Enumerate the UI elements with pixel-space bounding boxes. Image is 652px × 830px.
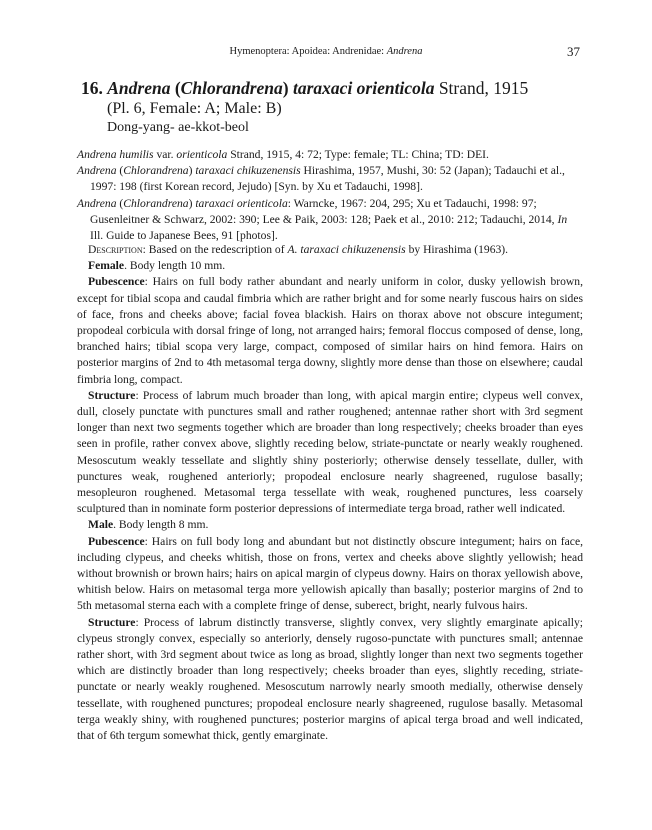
- synonym-epithet: orienticola: [176, 148, 228, 161]
- description-ref-species: A. taraxaci chikuzenensis: [287, 243, 406, 256]
- description-text: : Based on the redescription of: [142, 243, 288, 256]
- female-structure-label: Structure: [88, 388, 136, 402]
- male-pubescence-text: : Hairs on full body long and abundant but not distinctly obscure integument; hairs on face, including clypeus, and cheeks whitish, those on frons, vertex and cheeks above slightly yellowish; head without brownish or brown hairs; hairs on apical margin of clypeus downy. Hairs on thorax yellowish above, whitish below. Hairs on metasomal terga more yellowish apically than basally; posterior margins of 2nd to 5th metasomal sterna each with a complete fringe of dense, suberect, bright, nearly fulvous hairs.: [77, 534, 583, 613]
- synonym-citation: Hirashima, 1957, Mushi, 30: 52 (Japan); Tadauchi et al., 1997: 198 (first Korean record, Jejudo) [Syn. by Xu et Tadauchi, 1998].: [90, 164, 565, 194]
- species-authority: Strand, 1915: [434, 78, 529, 98]
- male-heading: [77, 517, 583, 533]
- description-label: Description: [88, 243, 143, 256]
- running-head: [0, 46, 652, 57]
- synonym-name: Andrena: [77, 164, 117, 178]
- species-number: 16.: [81, 78, 103, 98]
- synonym-citation: : Warncke, 1967: 204, 295; Xu et Tadauchi, 1998: 97; Gusenleitner & Schwarz, 2002: 390; Lee & Paik, 2003: 128; Paek et al., 2010: 212; Tadauchi, 2014,: [90, 196, 558, 226]
- female-structure-text: : Process of labrum much broader than long, with apical margin entire; clypeus well convex, dull, closely punctate with punctures small and rather roughened; antennae rather short with 3rd segment longer than next two segments together which are broader than long respectively; cheeks broader than eyes seen in profile, rather convex above, slightly receding below, striate-punctate or nearly weakly roughened. Mesoscutum weakly tessellate and slightly shiny posteriorly; otherwise densely tessellate, duller, with punctures weak, roughened anteriorly; propodeal enclosure nearly shagreened, rugulose basally; mesopleuron roughened. Metasomal terga tessellate with weak, roughened punctures, less coarsely sculptured than in nominate form posterior depressions of intermediate terga broad, rather well indicated.: [77, 388, 583, 516]
- page-header: [0, 44, 652, 62]
- synonym-entry: [77, 147, 583, 163]
- synonymy-list: [77, 147, 583, 244]
- synonym-citation: Strand, 1915, 4: 72; Type: female; TL: China; TD: DEI.: [227, 148, 489, 161]
- synonym-epithet: taraxaci orienticola: [192, 196, 288, 210]
- female-label: Female: [88, 259, 125, 273]
- synonym-entry: [77, 163, 583, 195]
- female-pubescence-label: Pubescence: [88, 275, 145, 289]
- male-pubescence: [77, 534, 583, 615]
- species-subgenus: (Chlorandrena): [174, 78, 289, 98]
- synonym-rank: var.: [153, 148, 177, 161]
- species-title: [81, 78, 591, 99]
- male-structure-text: : Process of labrum distinctly transverse, slightly convex, very slightly emarginate apically; clypeus strongly convex, especially so anteriorly, densely rugoso-punctate with punctures small; antennae rather short, with 3rd segment about twice as long as broad, slightly longer than next two segments together which are distinctly broader than long respectively; cheeks broader than eyes, slightly receding, striate-punctate or nearly weakly roughened. Mesoscutum narrowly nearly smooth medially, otherwise densely tessellate, with roughened punctures; propodeal enclosure nearly shagreened, rugulose basally. Metasomal terga weakly shiny, with roughened punctures; posterior margins of apical terga broad and well indicated, that of 6th tergum somewhat thick, gently emarginate.: [77, 615, 583, 743]
- synonym-subgenus: (Chlorandrena): [119, 196, 193, 210]
- male-structure: [77, 615, 583, 745]
- synonym-in: In: [557, 212, 568, 226]
- synonym-subgenus: (Chlorandrena): [119, 164, 193, 178]
- male-label: Male: [88, 518, 114, 532]
- female-heading: [77, 258, 583, 274]
- female-pubescence: [77, 274, 583, 387]
- species-subgenus-name: Chlorandrena: [180, 78, 283, 98]
- male-pubescence-label: Pubescence: [88, 534, 145, 548]
- species-epithet: taraxaci orienticola: [293, 78, 435, 98]
- description-paragraph: [77, 242, 583, 258]
- description-text-end: by Hirashima (1963).: [405, 243, 509, 256]
- female-structure: [77, 388, 583, 518]
- male-body-length: . Body length 8 mm.: [113, 518, 209, 532]
- female-body-length: . Body length 10 mm.: [124, 259, 226, 273]
- running-head-genus: Andrena: [386, 46, 423, 57]
- synonym-name: Andrena: [77, 196, 117, 210]
- synonym-epithet: taraxaci chikuzenensis: [192, 164, 301, 178]
- running-head-text: Hymenoptera: Apoidea: Andrenidae: Andrena: [229, 46, 423, 57]
- species-genus: Andrena: [107, 78, 171, 98]
- synonym-name: Andrena humilis: [77, 148, 154, 161]
- species-heading: [81, 78, 591, 137]
- synonym-citation-end: Ill. Guide to Japanese Bees, 91 [photos].: [90, 229, 278, 243]
- korean-common-name: Dong-yang- ae-kkot-beol: [107, 120, 249, 135]
- female-pubescence-text: : Hairs on full body rather abundant and nearly uniform in color, dusky yellowish brown, except for tibial scopa and caudal fimbria which are rather bright and for some nearly fuscous hairs on sides of face, frons and cheeks above; facial fovea blackish. Hairs on thorax above not obscure integument; propodeal corbicula with dorsal fringe of long, not arranged hairs; femoral floccus composed of dense, long, branched hairs; tibial scopa very large, compact, composed of similar hairs on hind femora. Hairs on posterior margins of 2nd to 4th metasomal terga downy, slightly more dense than those on elsewhere; caudal fimbria long, compact.: [77, 275, 583, 386]
- male-structure-label: Structure: [88, 615, 136, 629]
- synonym-entry: [77, 196, 583, 245]
- species-description: [77, 242, 583, 744]
- plate-reference: (Pl. 6, Female: A; Male: B): [107, 100, 282, 117]
- page-number: 37: [567, 44, 580, 59]
